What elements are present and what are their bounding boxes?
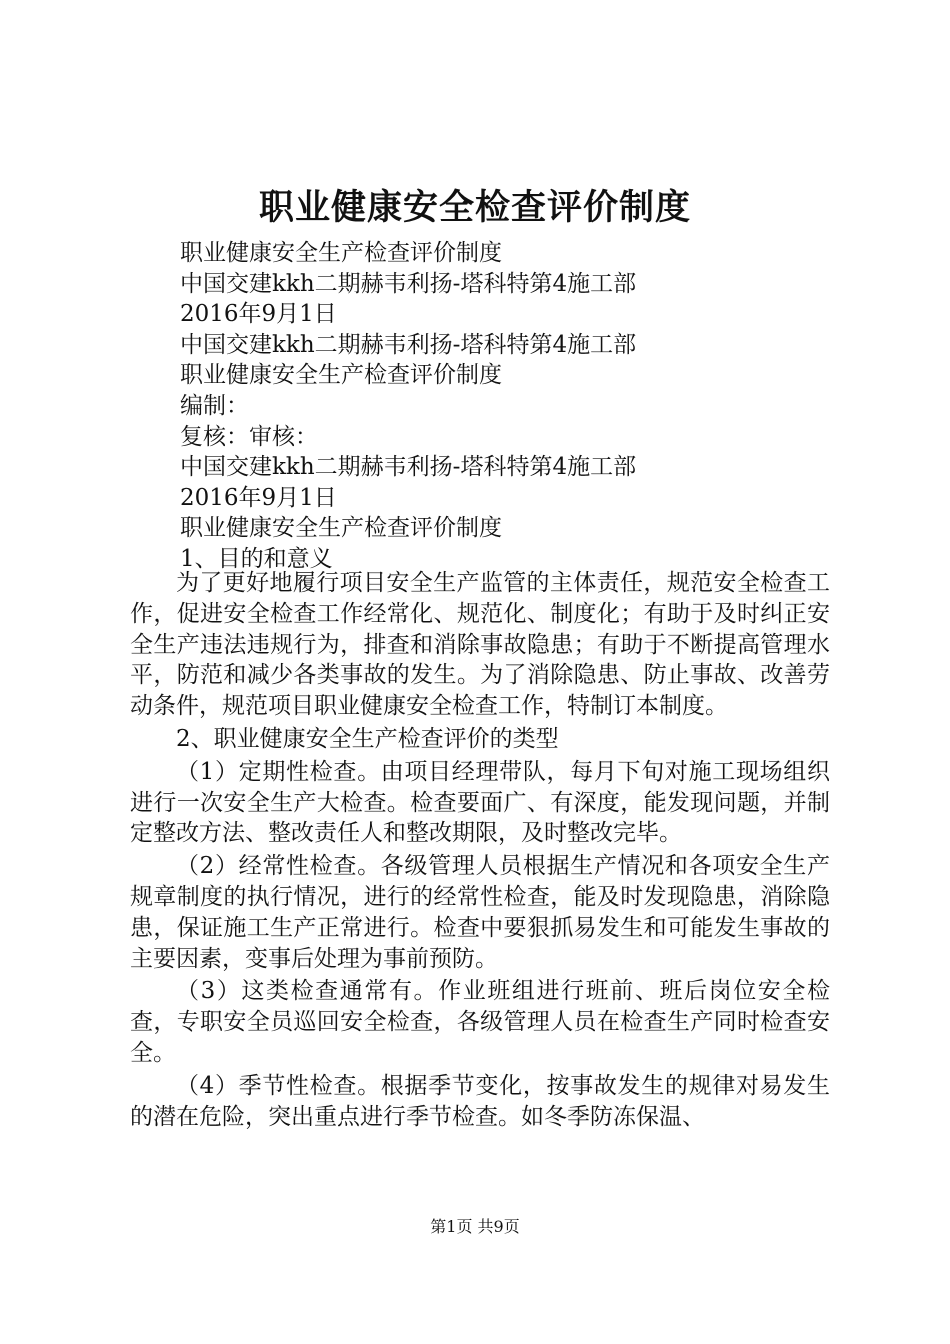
document-header-block (180, 238, 636, 575)
meta-line: 职业健康安全生产检查评价制度 (180, 240, 502, 266)
paragraph: （2）经常性检查。各级管理人员根据生产情况和各项安全生产规章制度的执行情况，进行的经常性检查，能及时发现隐患，消除隐患，保证施工生产正常进行。检查中要狠抓易发生和可能发生事故的主要因素，变事后处理为事前预防。 (130, 853, 830, 972)
meta-line: 职业健康安全生产检查评价制度 (180, 362, 502, 389)
meta-line: 2016年9月1日 (180, 301, 337, 328)
section-heading: 1、目的和意义 (180, 545, 333, 572)
paragraph: （4）季节性检查。根据季节变化，按事故发生的规律对易发生的潜在危险，突出重点进行季节检查。如冬季防冻保温、 (130, 1072, 830, 1130)
meta-line: 职业健康安全生产检查评价制度 (180, 515, 502, 542)
meta-line: 中国交建kkh二期赫韦利扬-塔科特第4施工部 (180, 454, 637, 481)
paragraph: （1）定期性检查。由项目经理带队，每月下旬对施工现场组织进行一次安全生产大检查。检查要面广、有深度，能发现问题，并制定整改方法、整改责任人和整改期限，及时整改完毕。 (130, 758, 830, 847)
meta-line: 中国交建kkh二期赫韦利扬-塔科特第4施工部 (180, 270, 637, 297)
document-title: 职业健康安全检查评价制度 (258, 187, 691, 228)
meta-line: 2016年9月1日 (180, 484, 337, 511)
paragraph: 为了更好地履行项目安全生产监管的主体责任，规范安全检查工作，促进安全检查工作经常化、规范化、制度化；有助于及时纠正安全生产违法违规行为，排查和消除事故隐患；有助于不断提高管理水平，防范和减少各类事故的发生。为了消除隐患、防止事故、改善劳动条件，规范项目职业健康安全检查工作，特制订本制度。 (130, 570, 830, 720)
document-body (130, 568, 830, 1132)
meta-line: 复核：审核： (180, 423, 318, 450)
meta-line: 编制： (180, 392, 249, 419)
meta-line: 中国交建kkh二期赫韦利扬-塔科特第4施工部 (180, 331, 637, 358)
page-footer: 第1页 共9页 (430, 1217, 520, 1236)
section-heading: 2、职业健康安全生产检查评价的类型 (176, 725, 559, 752)
paragraph: （3）这类检查通常有。作业班组进行班前、班后岗位安全检查，专职安全员巡回安全检查，各级管理人员在检查生产同时检查安全。 (130, 978, 830, 1066)
